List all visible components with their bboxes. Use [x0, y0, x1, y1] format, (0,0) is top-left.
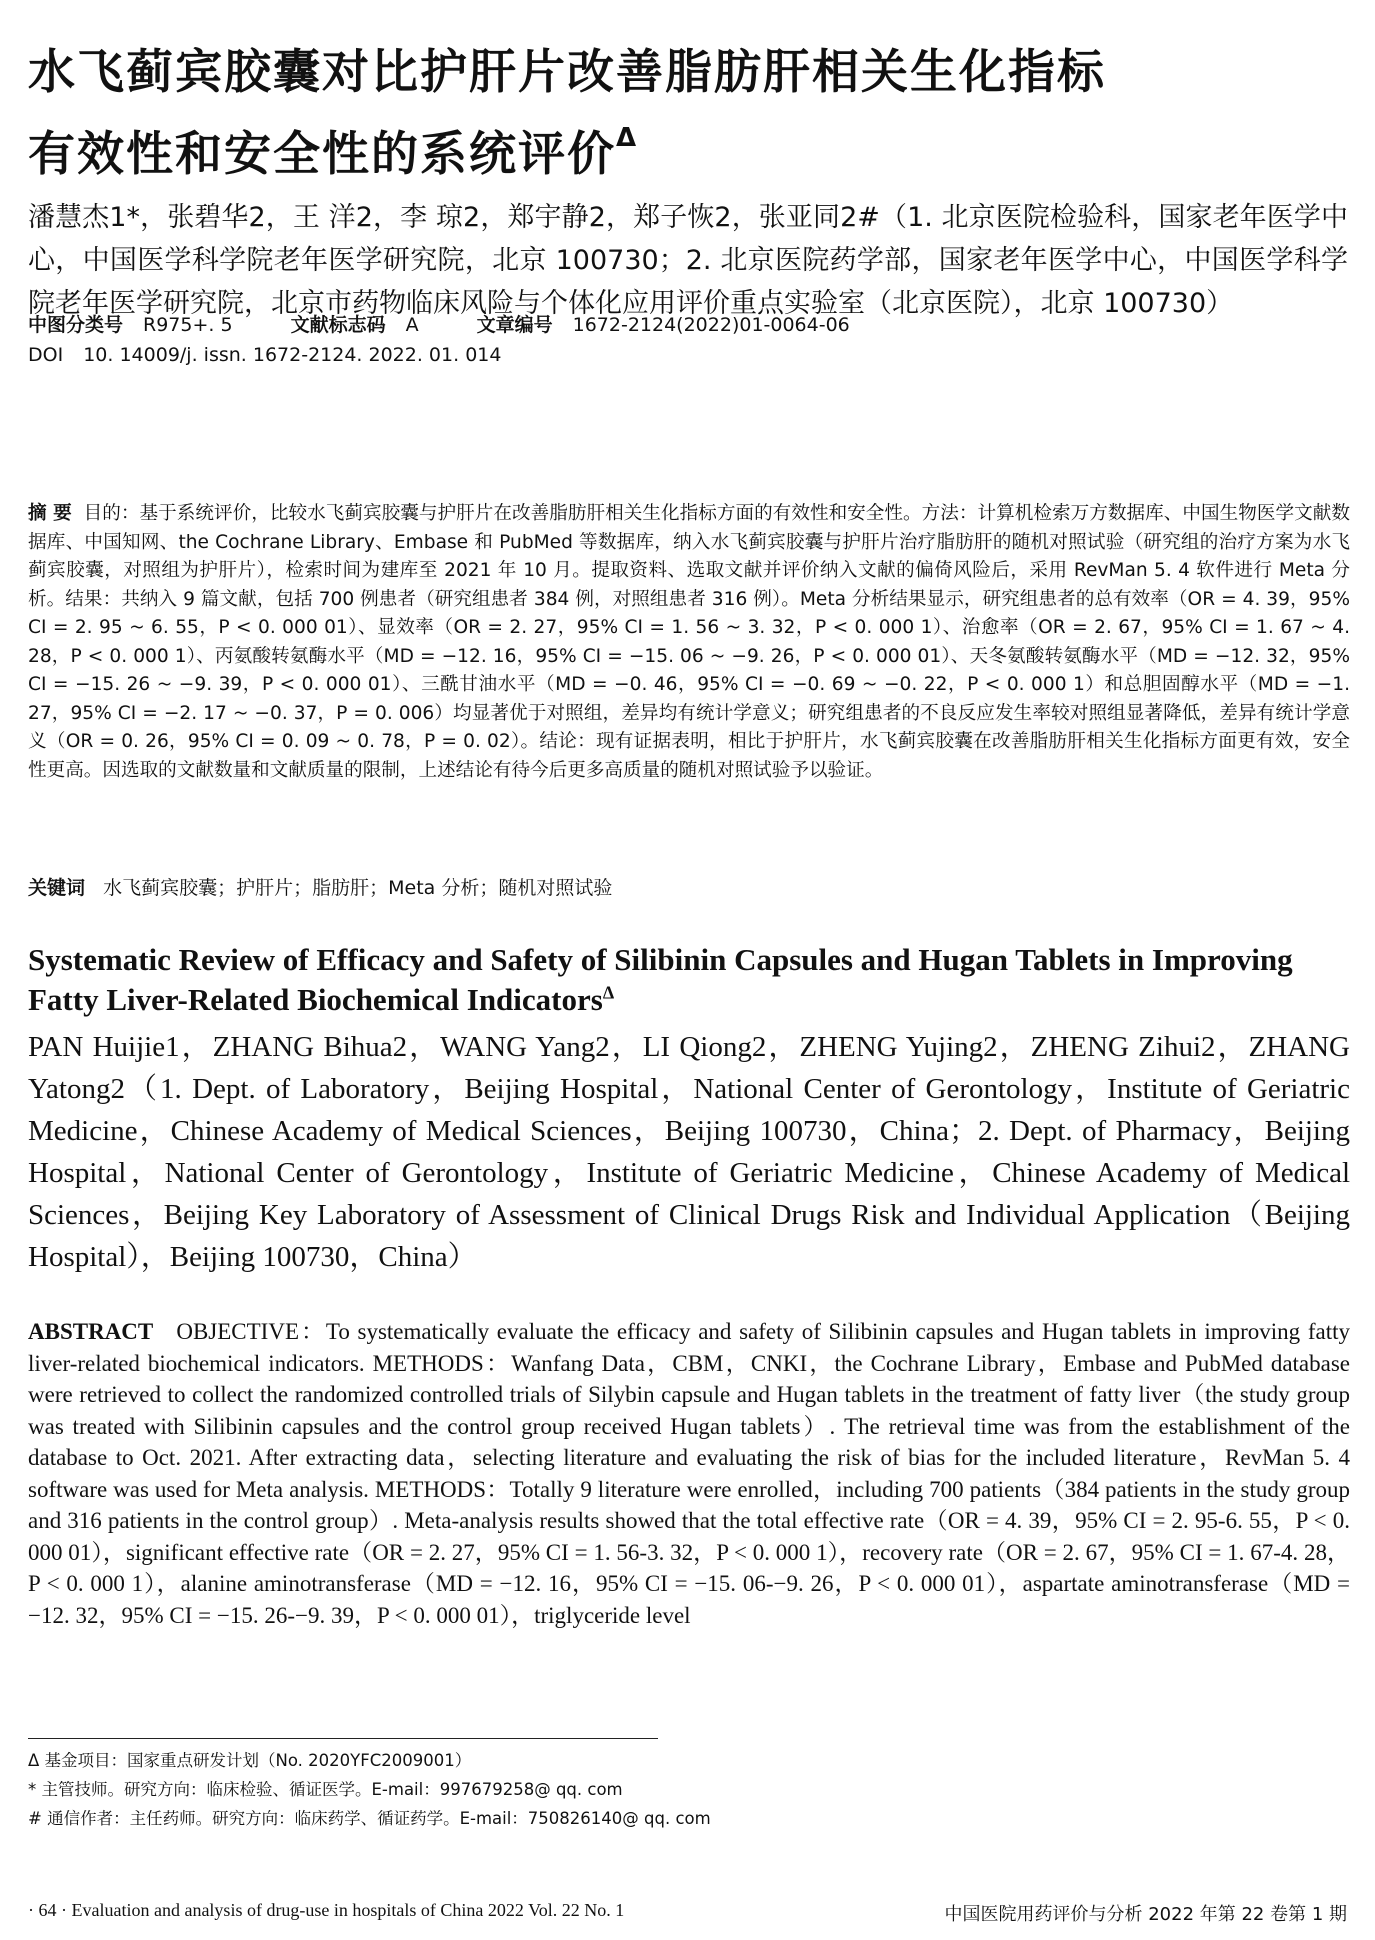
classification-line [28, 312, 850, 338]
footer-journal-chinese: 中国医院用药评价与分析 2022 年第 22 卷第 1 期 [944, 1904, 1347, 1925]
chinese-title [28, 32, 1348, 196]
doi-value: 10. 14009/j. issn. 1672-2124. 2022. 01. 014 [83, 344, 502, 366]
footnote-first-author: * 主管技师。研究方向：临床检验、循证医学。E-mail：997679258@ qq. com [28, 1780, 623, 1799]
footnote-divider [28, 1738, 658, 1739]
funding-mark: Δ [616, 123, 639, 153]
doc-code-label: 文献标志码 [290, 314, 386, 336]
chinese-abstract-text: 目的：基于系统评价，比较水飞蓟宾胶囊与护肝片在改善脂肪肝相关生化指标方面的有效性和安全性。方法：计算机检索万方数据库、中国生物医学文献数据库、中国知网、the Cochrane Library、Embase 和 PubMed 等数据库，纳入水飞蓟宾胶囊与护肝片治疗脂肪肝的随机对照试验（研究组的治疗方案为水飞蓟宾胶囊，对照组为护肝片），检索时间为建库至 2021 年 10 月。提取资料、选取文献并评价纳入文献的偏倚风险后，采用 RevMan 5. 4 软件进行 Meta 分析。结果：共纳入 9 篇文献，包括 700 例患者（研究组患者 384 例，对照组患者 316 例）。Meta 分析结果显示，研究组患者的总有效率（OR = 4. 39，95% CI = 2. 95 ~ 6. 55，P < 0. 000 01）、显效率（OR = 2. 27，95% CI = 1. 56 ~ 3. 32，P < 0. 000 1）、治愈率（OR = 2. 67，95% CI = 1. 67 ~ 4. 28，P < 0. 000 1）、丙氨酸转氨酶水平（MD = −12. 16，95% CI = −15. 06 ~ −9. 26，P < 0. 000 01）、天冬氨酸转氨酶水平（MD = −12. 32，95% CI = −15. 26 ~ −9. 39，P < 0. 000 01）、三酰甘油水平（MD = −0. 46，95% CI = −0. 69 ~ −0. 22，P < 0. 000 1）和总胆固醇水平（MD = −1. 27，95% CI = −2. 17 ~ −0. 37，P = 0. 006）均显著优于对照组，差异均有统计学意义；研究组患者的不良反应发生率较对照组显著降低，差异有统计学意义（OR = 0. 26，95% CI = 0. 09 ~ 0. 78，P = 0. 02）。结论：现有证据表明，相比于护肝片，水飞蓟宾胶囊在改善脂肪肝相关生化指标方面更有效，安全性更高。因选取的文献数量和文献质量的限制，上述结论有待今后更多高质量的随机对照试验予以验证。 [28, 503, 1350, 781]
chinese-keywords [28, 874, 1348, 902]
english-abstract-label: ABSTRACT [28, 1319, 154, 1344]
footnotes [28, 1746, 1028, 1833]
english-funding-mark: Δ [602, 982, 615, 1003]
english-abstract [28, 1316, 1350, 1631]
chinese-keywords-text: 水飞蓟宾胶囊；护肝片；脂肪肝；Meta 分析；随机对照试验 [103, 877, 613, 899]
english-title [28, 940, 1350, 1020]
doi-line [28, 342, 501, 368]
doc-code-value: A [405, 314, 419, 336]
chinese-abstract [28, 500, 1350, 785]
clc-value: R975+. 5 [143, 314, 233, 336]
chinese-abstract-label: 摘 要 [28, 503, 72, 524]
doi-label: DOI [28, 344, 64, 366]
clc-label: 中图分类号 [28, 314, 124, 336]
footnote-corresponding-author: # 通信作者：主任药师。研究方向：临床药学、循证药学。E-mail：750826140@ qq. com [28, 1809, 711, 1828]
footnote-funding: Δ 基金项目：国家重点研发计划（No. 2020YFC2009001） [28, 1751, 472, 1770]
chinese-title-line-1: 水飞蓟宾胶囊对比护肝片改善脂肪肝相关生化指标 [28, 45, 1106, 100]
chinese-title-line-2: 有效性和安全性的系统评价 [28, 127, 616, 182]
english-title-text: Systematic Review of Efficacy and Safety of Silibinin Capsules and Hugan Tablets in Improving Fatty Liver-Related Biochemical Indicators [28, 942, 1293, 1017]
chinese-keywords-label: 关键词 [28, 877, 86, 899]
footer-journal-english: · 64 · Evaluation and analysis of drug-use in hospitals of China 2022 Vol. 22 No. 1 [28, 1900, 625, 1920]
english-authors-affiliations: PAN Huijie1，ZHANG Bihua2，WANG Yang2，LI Qiong2，ZHENG Yujing2，ZHENG Zihui2，ZHANG Yatong2（1. Dept. of Laboratory，Beijing Hospital，National Center of Gerontology，Institute of Geriatric Medicine，Chinese Academy of Medical Sciences，Beijing 100730，China；2. Dept. of Pharmacy，Beijing Hospital，National Center of Gerontology，Institute of Geriatric Medicine，Chinese Academy of Medical Sciences，Beijing Key Laboratory of Assessment of Clinical Drugs Risk and Individual Application（Beijing Hospital），Beijing 100730，China） [28, 1031, 1350, 1273]
article-number-label: 文章编号 [476, 314, 553, 336]
english-abstract-text: OBJECTIVE：To systematically evaluate the efficacy and safety of Silibinin capsules and Hugan tablets in improving fatty liver-related biochemical indicators. METHODS：Wanfang Data，CBM，CNKI，the Cochrane Library，Embase and PubMed database were retrieved to collect the randomized controlled trials of Silybin capsule and Hugan tablets in the treatment of fatty liver（the study group was treated with Silibinin capsules and the control group received Hugan tablets）. The retrieval time was from the establishment of the database to Oct. 2021. After extracting data，selecting literature and evaluating the risk of bias for the included literature，RevMan 5. 4 software was used for Meta analysis. METHODS：Totally 9 literature were enrolled，including 700 patients（384 patients in the study group and 316 patients in the control group）. Meta-analysis results showed that the total effective rate（OR = 4. 39，95% CI = 2. 95-6. 55，P < 0. 000 01），significant effective rate（OR = 2. 27，95% CI = 1. 56-3. 32，P < 0. 000 1），recovery rate（OR = 2. 67，95% CI = 1. 67-4. 28，P < 0. 000 1），alanine aminotransferase（MD = −12. 16，95% CI = −15. 06-−9. 26，P < 0. 000 01），aspartate aminotransferase（MD = −12. 32，95% CI = −15. 26-−9. 39，P < 0. 000 01），triglyceride level [28, 1319, 1350, 1628]
chinese-authors-affiliations: 潘慧杰1*，张碧华2，王 洋2，李 琼2，郑宇静2，郑子恢2，张亚同2#（1. 北京医院检验科，国家老年医学中心，中国医学科学院老年医学研究院，北京 100730；2. 北京医院药学部，国家老年医学中心，中国医学科学院老年医学研究院，北京市药物临床风险与个体化应用评价重点实验室（北京医院），北京 100730） [28, 202, 1348, 319]
article-number-value: 1672-2124(2022)01-0064-06 [572, 314, 850, 336]
